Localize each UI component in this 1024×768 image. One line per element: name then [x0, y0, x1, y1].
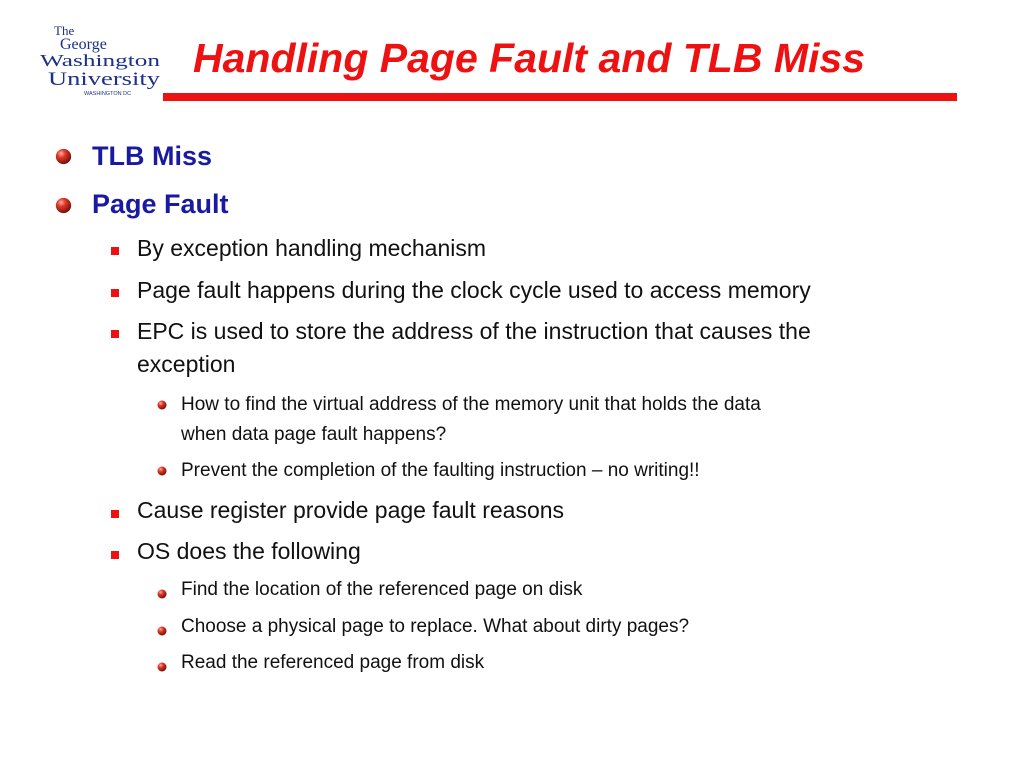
bullet-exception-handling: By exception handling mechanism — [137, 235, 487, 261]
square-bullet-icon — [111, 247, 119, 255]
red-ball-bullet-icon — [55, 197, 72, 214]
bullet-cause-register: Cause register provide page fault reasons — [137, 497, 565, 523]
square-bullet-icon — [111, 330, 119, 338]
bullet-virtual-address-line-1: How to find the virtual address of the memory unit that holds the data — [181, 394, 761, 415]
logo-line-5: WASHINGTON DC — [84, 91, 132, 97]
bullet-page-fault: Page Fault — [92, 189, 229, 219]
logo-line-4: University — [48, 69, 161, 90]
small-ball-bullet-icon — [157, 626, 167, 636]
bullet-prevent-completion: Prevent the completion of the faulting instruction – no writing!! — [181, 460, 700, 481]
small-ball-bullet-icon — [157, 400, 167, 410]
small-ball-bullet-icon — [157, 466, 167, 476]
logo-line-1: The — [54, 23, 75, 38]
bullet-find-location: Find the location of the referenced page on disk — [181, 579, 583, 600]
bullet-epc-line-2: exception — [137, 351, 236, 377]
slide-title: Handling Page Fault and TLB Miss — [193, 35, 865, 81]
square-bullet-icon — [111, 289, 119, 297]
bullet-clock-cycle: Page fault happens during the clock cycle used to access memory — [137, 277, 811, 303]
bullet-epc-line-1: EPC is used to store the address of the instruction that causes the — [137, 318, 811, 344]
logo-line-2: George — [60, 36, 107, 53]
logo-line-3: Washington — [40, 51, 161, 70]
red-ball-bullet-icon — [55, 148, 72, 165]
bullet-read-page: Read the referenced page from disk — [181, 652, 485, 673]
square-bullet-icon — [111, 510, 119, 518]
bullet-os-does: OS does the following — [137, 538, 361, 564]
bullet-choose-page: Choose a physical page to replace. What about dirty pages? — [181, 616, 690, 637]
small-ball-bullet-icon — [157, 589, 167, 599]
bullet-virtual-address-line-2: when data page fault happens? — [181, 424, 447, 445]
bullet-tlb-miss: TLB Miss — [92, 141, 213, 171]
square-bullet-icon — [111, 551, 119, 559]
small-ball-bullet-icon — [157, 662, 167, 672]
